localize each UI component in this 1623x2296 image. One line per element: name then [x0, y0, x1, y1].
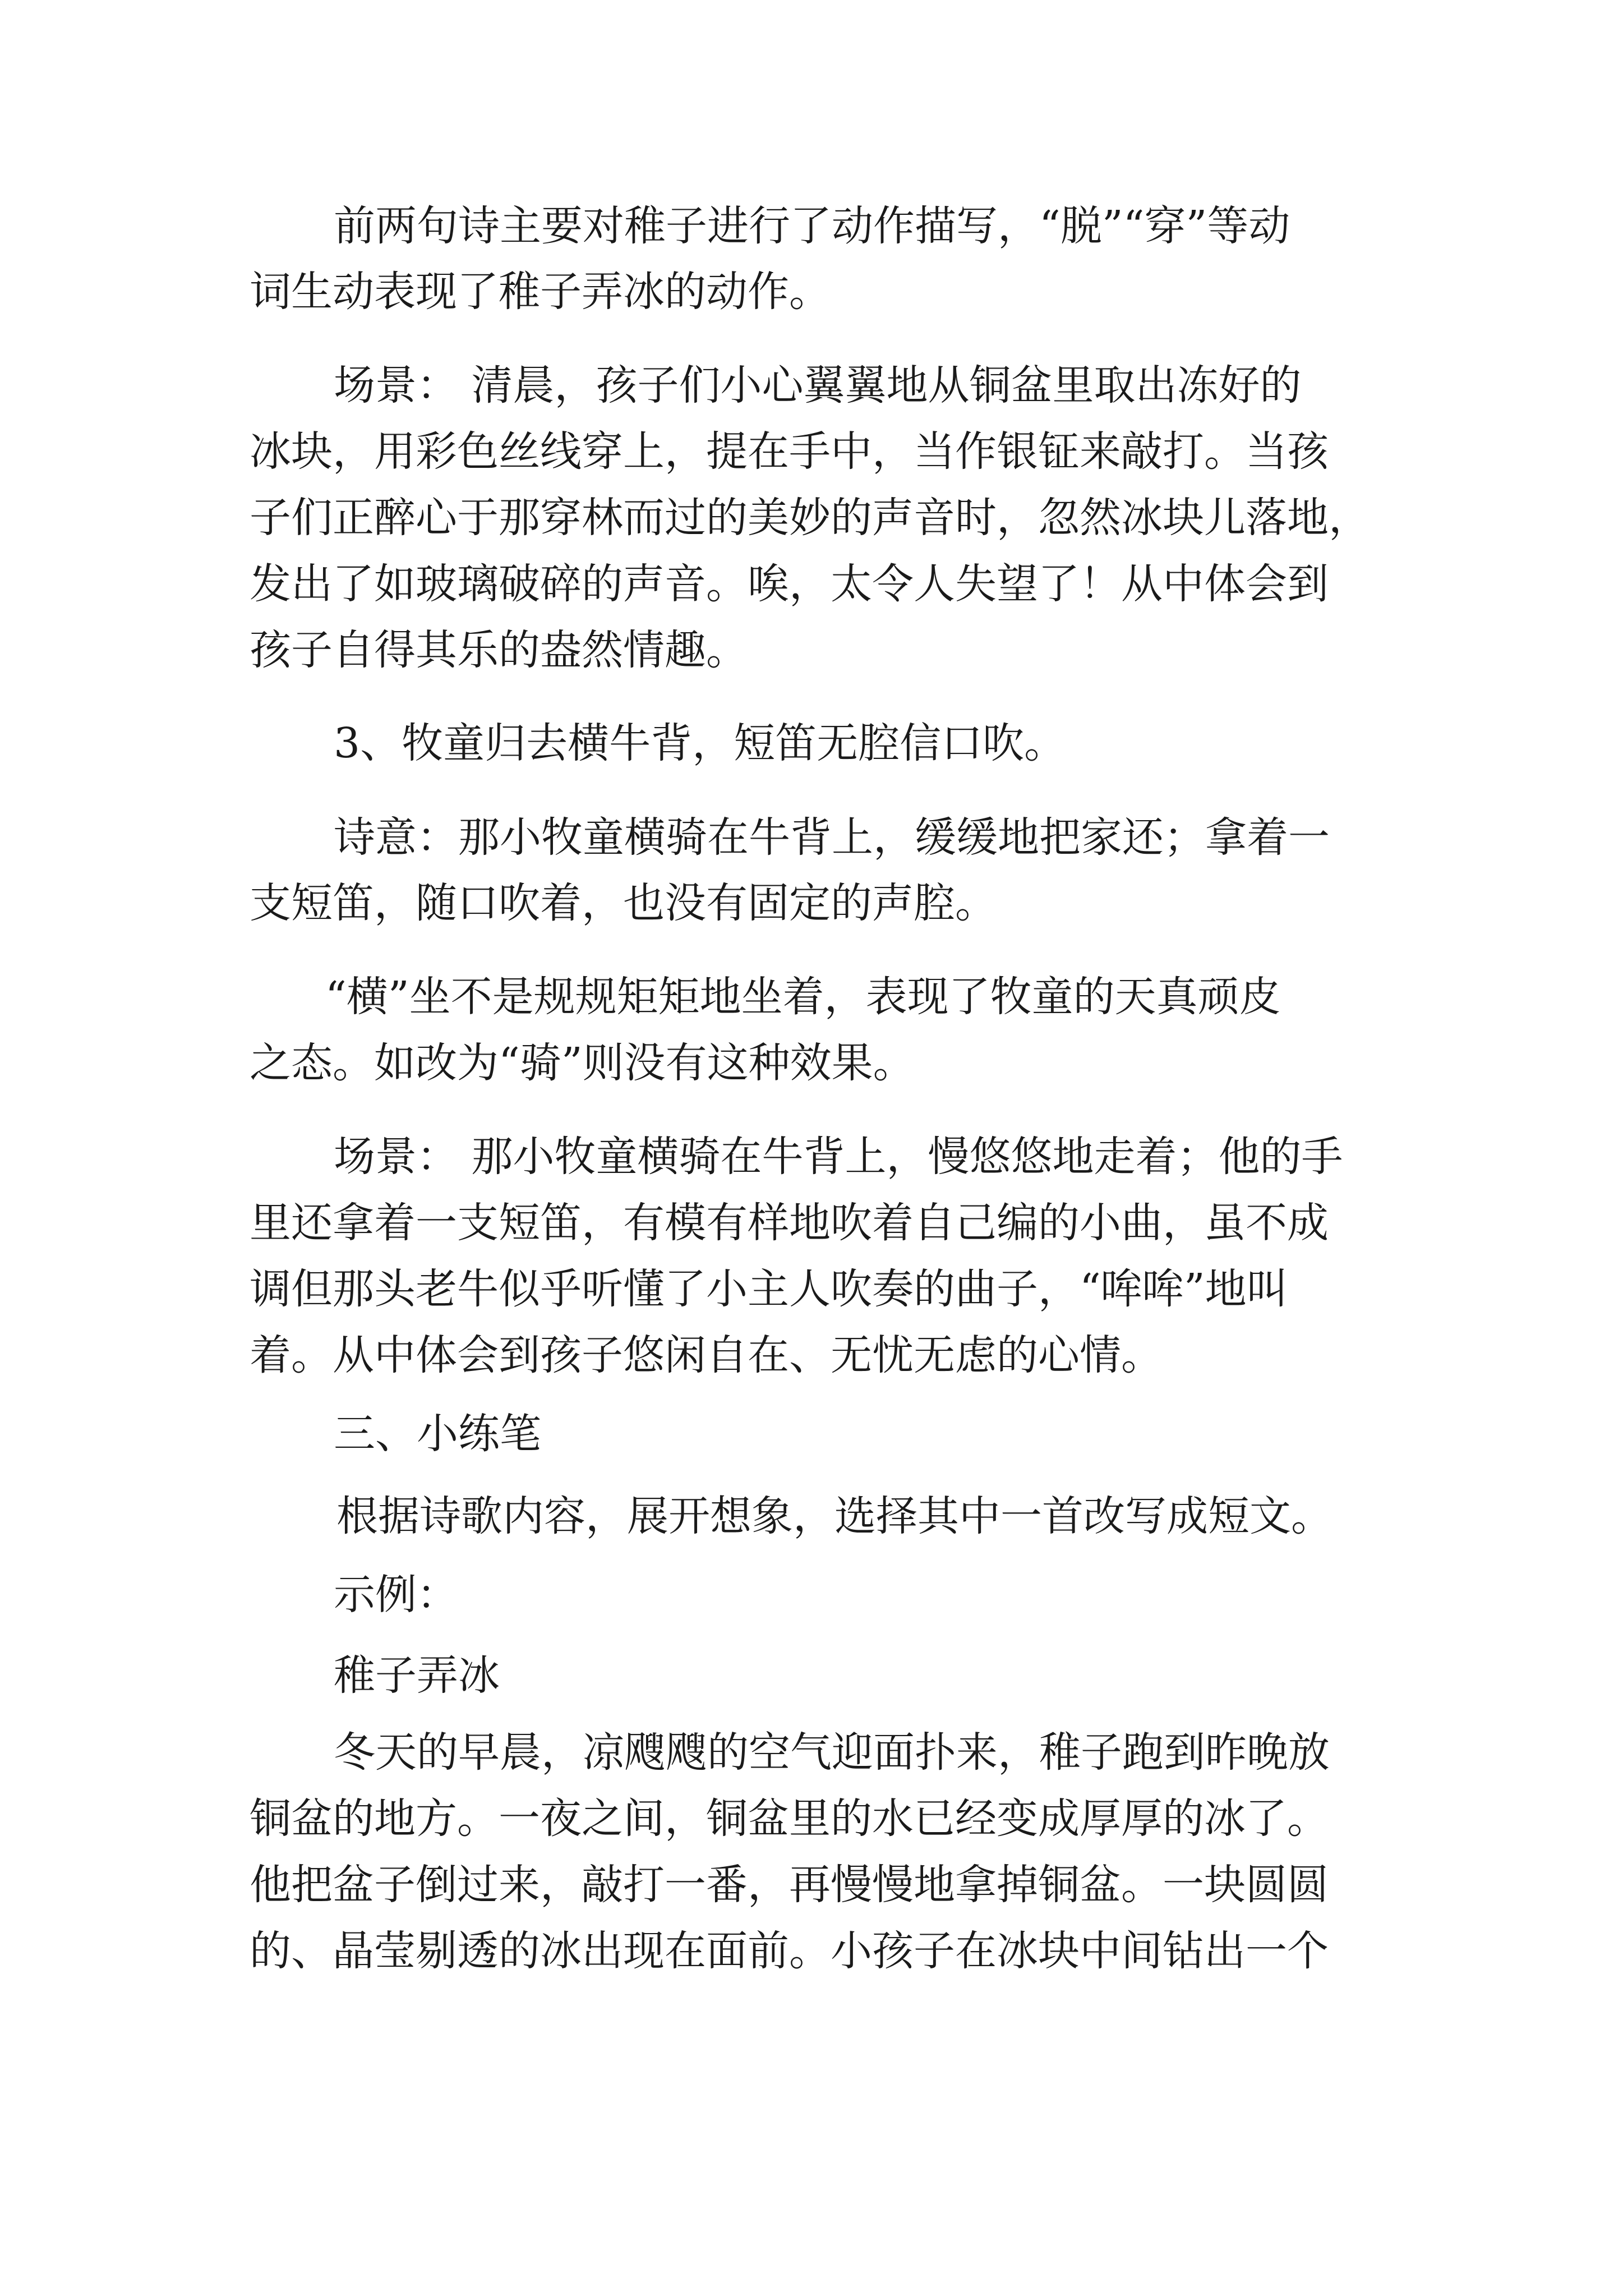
text-line: 根据诗歌内容，展开想象，选择其中一首改写成短文。	[336, 1492, 1332, 1540]
text-line: 发出了如玻璃破碎的声音。唉，太令人失望了！从中体会到	[250, 560, 1329, 608]
text-line: 场景： 那小牧童横骑在牛背上，慢悠悠地走着；他的手	[334, 1133, 1343, 1181]
text-line: 他把盆子倒过来，敲打一番，再慢慢地拿掉铜盆。一块圆圆	[250, 1861, 1329, 1909]
text-line: 着。从中体会到孩子悠闲自在、无忧无虑的心情。	[250, 1331, 1163, 1379]
text-line: 孩子自得其乐的盎然情趣。	[250, 626, 748, 674]
text-line: 冬天的早晨，凉飕飕的空气迎面扑来，稚子跑到昨晚放	[334, 1728, 1330, 1777]
text-line: 场景： 清晨，孩子们小心翼翼地从铜盆里取出冻好的	[334, 361, 1302, 409]
essay-title: 稚子弄冰	[334, 1651, 500, 1700]
text-line: 铜盆的地方。一夜之间，铜盆里的水已经变成厚厚的冰了。	[250, 1795, 1329, 1843]
text-line: 冰块，用彩色丝线穿上，提在手中，当作银钲来敲打。当孩	[250, 427, 1329, 476]
text-line: 之态。如改为“骑”则没有这种效果。	[250, 1039, 915, 1087]
text-line: 诗意：那小牧童横骑在牛背上，缓缓地把家还；拿着一	[334, 813, 1330, 862]
text-line: 里还拿着一支短笛，有模有样地吹着自己编的小曲，虽不成	[250, 1199, 1329, 1247]
text-line: 支短笛，随口吹着，也没有固定的声腔。	[250, 879, 997, 927]
text-line: 词生动表现了稚子弄冰的动作。	[250, 268, 831, 316]
text-line: 前两句诗主要对稚子进行了动作描写，“脱”“穿”等动	[334, 202, 1290, 250]
text-line: 子们正醉心于那穿林而过的美妙的声音时，忽然冰块儿落地，	[250, 494, 1370, 542]
text-line: “横”坐不是规规矩矩地坐着，表现了牧童的天真顽皮	[325, 973, 1281, 1021]
text-line: 3、牧童归去横牛背，短笛无腔信口吹。	[334, 719, 1066, 767]
text-line: 调但那头老牛似乎听懂了小主人吹奏的曲子，“哞哞”地叫	[250, 1265, 1288, 1313]
text-line: 的、晶莹剔透的冰出现在面前。小孩子在冰块中间钻出一个	[250, 1927, 1329, 1975]
text-line: 示例：	[334, 1571, 458, 1619]
section-heading: 三、小练笔	[334, 1410, 541, 1458]
